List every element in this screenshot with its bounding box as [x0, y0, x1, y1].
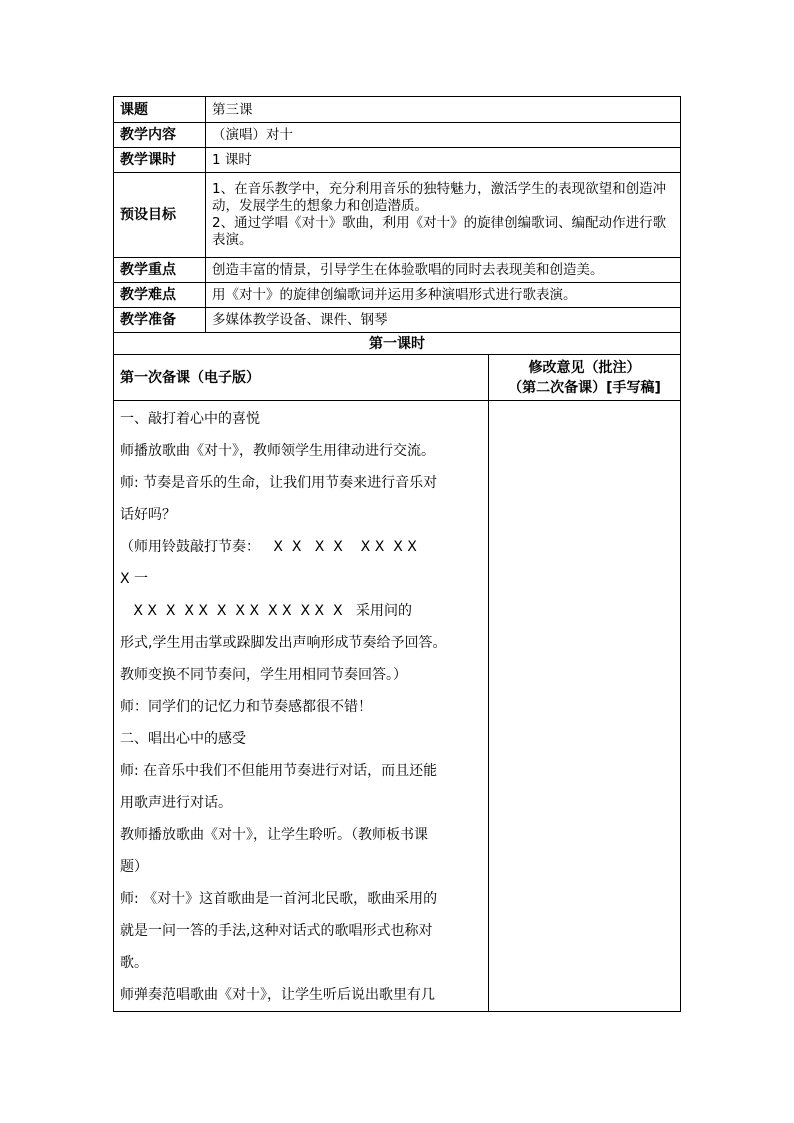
lesson-line: X X X X X X X X X X X X X 采用问的 — [120, 603, 412, 619]
row-section-title — [114, 333, 681, 355]
row-topic — [114, 97, 681, 123]
row-difficulties — [114, 283, 681, 308]
lesson-line: 二、唱出心中的感受 — [120, 731, 246, 747]
lesson-line: 师: 节奏是音乐的生命，让我们用节奏来进行音乐对 — [120, 475, 438, 491]
lesson-line: 师: 在音乐中我们不但能用节奏进行对话，而且还能 — [120, 763, 438, 779]
preparation-value: 多媒体教学设备、课件、钢琴 — [206, 308, 681, 333]
goals-value: 1、在音乐教学中，充分利用音乐的独特魅力，激活学生的表现欲望和创造冲动，发展学生的想象力和创造潜质。 2、通过学唱《对十》歌曲，利用《对十》的旋律创编歌词、编配动作进行歌表演。 — [206, 173, 681, 258]
row-periods — [114, 148, 681, 173]
revision-notes-cell — [489, 401, 681, 1012]
key-points-value: 创造丰富的情景，引导学生在体验歌唱的同时去表现美和创造美。 — [206, 258, 681, 283]
periods-value: 1 课时 — [206, 148, 681, 173]
lesson-line: 题） — [120, 859, 148, 875]
row-preparation — [114, 308, 681, 333]
section-title: 第一课时 — [114, 333, 681, 355]
key-points-label: 教学重点 — [114, 258, 206, 283]
revision-header-line-2: （第二次备课）[手写稿] — [508, 379, 661, 396]
first-prep-header: 第一次备课（电子版） — [114, 355, 489, 401]
lesson-plan-sheet — [113, 96, 680, 1012]
row-key-points — [114, 258, 681, 283]
lesson-line: 话好吗？ — [120, 507, 176, 523]
lesson-line: X 一 — [120, 571, 149, 587]
lesson-line: 用歌声进行对话。 — [120, 795, 232, 811]
periods-label: 教学课时 — [114, 148, 206, 173]
lesson-line: 一、敲打着心中的喜悦 — [120, 411, 260, 427]
goals-label: 预设目标 — [114, 173, 206, 258]
content-label: 教学内容 — [114, 123, 206, 148]
content-value: （演唱）对十 — [206, 123, 681, 148]
revision-header-line-1: 修改意见（批注） — [528, 359, 641, 376]
lesson-line: 教师变换不同节奏问，学生用相同节奏回答。） — [120, 667, 407, 683]
lesson-lines — [120, 403, 484, 1011]
row-lesson-body — [114, 401, 681, 1012]
lesson-line: 歌。 — [120, 955, 148, 971]
row-goals — [114, 173, 681, 258]
topic-label: 课题 — [114, 97, 206, 123]
lesson-line: 形式,学生用击掌或跺脚发出声响形成节奏给予回答。 — [120, 635, 447, 651]
lesson-line: 师：同学们的记忆力和节奏感都很不错！ — [120, 699, 372, 715]
row-content — [114, 123, 681, 148]
revision-header — [489, 355, 681, 401]
lesson-line: 教师播放歌曲《对十》，让学生聆听。（教师板书课 — [120, 827, 428, 843]
lesson-line: （师用铃鼓敲打节奏： X X X X X X X X — [120, 539, 417, 555]
lesson-line: 师弹奏范唱歌曲《对十》，让学生听后说出歌里有几 — [120, 987, 435, 1003]
difficulties-label: 教学难点 — [114, 283, 206, 308]
lesson-line: 就是一问一答的手法,这种对话式的歌唱形式也称对 — [120, 923, 433, 939]
difficulties-value: 用《对十》的旋律创编歌词并运用多种演唱形式进行歌表演。 — [206, 283, 681, 308]
lesson-line: 师播放歌曲《对十》，教师领学生用律动进行交流。 — [120, 443, 435, 459]
lesson-plan-table — [113, 96, 681, 1012]
lesson-content — [114, 401, 489, 1012]
topic-value: 第三课 — [206, 97, 681, 123]
row-column-headers — [114, 355, 681, 401]
lesson-line: 师: 《对十》这首歌曲是一首河北民歌，歌曲采用的 — [120, 891, 438, 907]
preparation-label: 教学准备 — [114, 308, 206, 333]
